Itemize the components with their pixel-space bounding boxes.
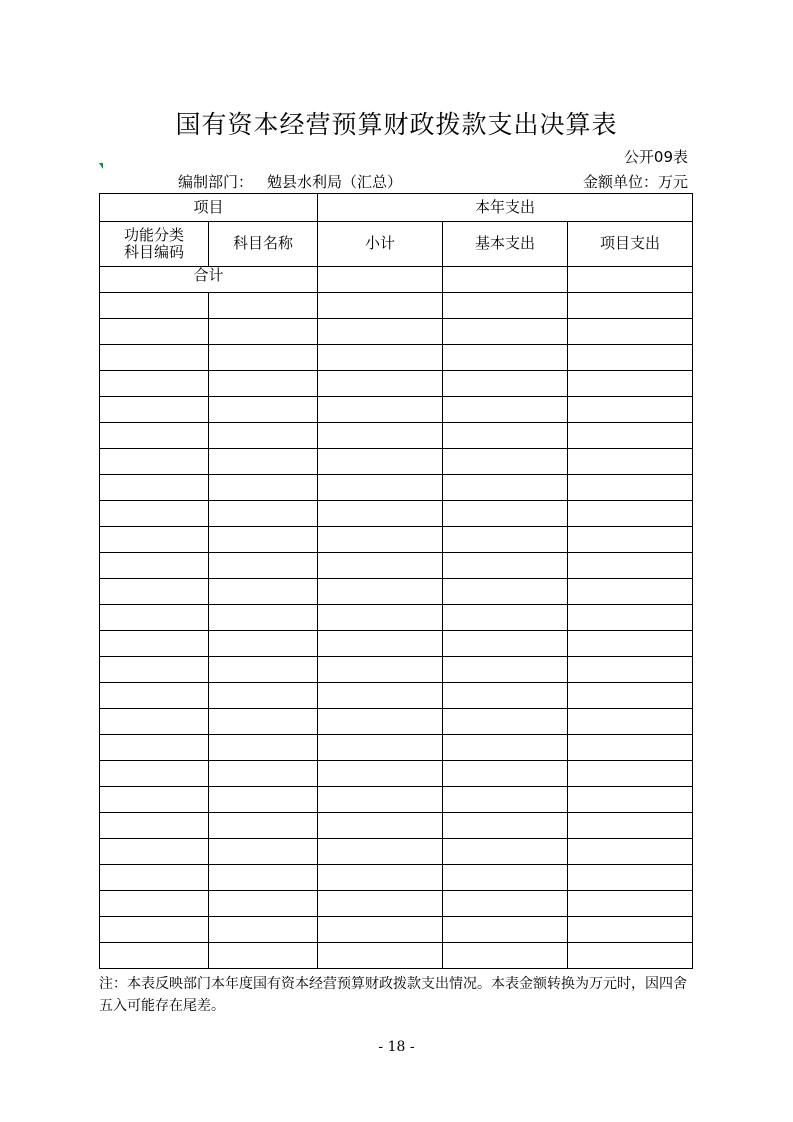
total-subtotal (318, 267, 443, 293)
table-row (100, 397, 693, 423)
table-row (100, 891, 693, 917)
table-row (100, 761, 693, 787)
col-subtotal: 小计 (318, 222, 443, 267)
footnote: 注：本表反映部门本年度国有资本经营预算财政拨款支出情况。本表金额转换为万元时，因四舍五入可能存在尾差。 (99, 976, 687, 1014)
col-subject-name: 科目名称 (209, 222, 318, 267)
table-row (100, 345, 693, 371)
table-header-row (100, 194, 693, 222)
table-row (100, 293, 693, 319)
table-row (100, 709, 693, 735)
table-row (100, 657, 693, 683)
table-row (100, 527, 693, 553)
total-project (568, 267, 693, 293)
amount-unit: 金额单位：万元 (582, 173, 688, 191)
table-row (100, 839, 693, 865)
table-row (100, 319, 693, 345)
page-number: - 18 - (378, 1039, 415, 1055)
table-row (100, 371, 693, 397)
col-project: 项目支出 (568, 222, 693, 267)
table-row (100, 605, 693, 631)
table-row (100, 423, 693, 449)
page-title: 国有资本经营预算财政拨款支出决算表 (175, 110, 618, 139)
dept-label: 编制部门： (178, 173, 254, 191)
col-func-code (100, 222, 209, 267)
total-row (100, 267, 693, 293)
table-subheader-row (100, 222, 693, 267)
table-row (100, 553, 693, 579)
table-row (100, 501, 693, 527)
table-row (100, 943, 693, 969)
table-row (100, 475, 693, 501)
col-basic: 基本支出 (443, 222, 568, 267)
dept-line (178, 171, 402, 192)
form-code: 公开09表 (623, 148, 688, 166)
cell-comment-marker (99, 163, 103, 169)
total-label: 合计 (100, 267, 318, 293)
dept-name: 勉县水利局（汇总） (267, 173, 403, 191)
expenditure-table (99, 193, 693, 969)
table-row (100, 449, 693, 475)
table-row (100, 683, 693, 709)
header-item: 项目 (100, 194, 318, 222)
table-row (100, 631, 693, 657)
header-current-year: 本年支出 (318, 194, 693, 222)
table-row (100, 917, 693, 943)
col-func-code-line2: 科目编码 (123, 243, 184, 261)
col-func-code-line1: 功能分类 (123, 225, 184, 244)
table-row (100, 787, 693, 813)
total-basic (443, 267, 568, 293)
table-row (100, 813, 693, 839)
table-row (100, 579, 693, 605)
table-row (100, 865, 693, 891)
table-row (100, 735, 693, 761)
